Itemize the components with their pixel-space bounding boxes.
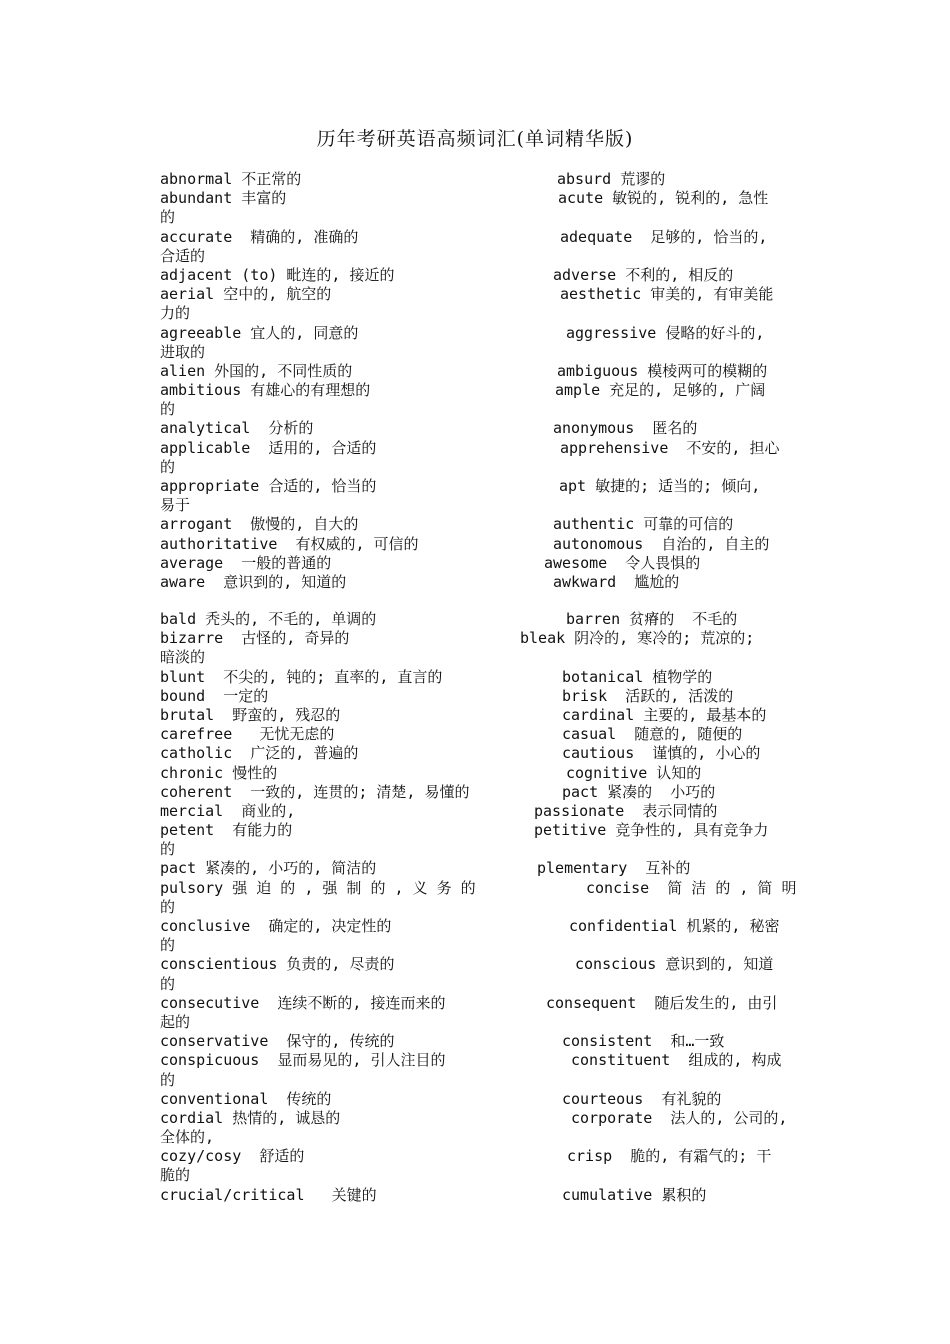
- vocab-line: [160, 994, 820, 1013]
- vocab-line: [160, 1032, 820, 1051]
- vocab-entry-left: pulsory 强 迫 的 , 强 制 的 , 义 务 的: [160, 878, 476, 897]
- vocab-entry-left: bound 一定的: [160, 686, 269, 705]
- vocab-line: [160, 783, 820, 802]
- vocab-line: [160, 764, 820, 783]
- vocab-entry-right: corporate 法人的, 公司的,: [571, 1108, 788, 1127]
- vocab-line: [160, 1013, 820, 1032]
- vocab-line: [160, 706, 820, 725]
- vocab-entry-left: 的: [160, 400, 176, 419]
- vocab-line: [160, 898, 820, 917]
- vocab-line: [160, 304, 820, 323]
- vocab-entry-right: consequent 随后发生的, 由引: [546, 993, 778, 1012]
- vocab-line: [160, 535, 820, 554]
- vocab-entry-left: agreeable 宜人的, 同意的: [160, 323, 359, 342]
- vocab-line: [160, 879, 820, 898]
- vocab-section-b: [160, 610, 820, 1205]
- vocab-entry-left: arrogant 傲慢的, 自大的: [160, 515, 359, 534]
- vocab-line: [160, 554, 820, 573]
- vocab-entry-right: apt 敏捷的; 适当的; 倾向,: [559, 477, 761, 495]
- vocab-entry-left: 的: [160, 208, 176, 227]
- vocab-entry-right: adverse 不利的, 相反的: [553, 265, 734, 284]
- vocab-entry-right: ambiguous 模棱两可的模糊的: [557, 361, 768, 380]
- vocab-entry-left: analytical 分析的: [160, 419, 314, 438]
- vocab-line: [160, 725, 820, 744]
- vocab-line: [160, 515, 820, 534]
- vocab-entry-left: bizarre 古怪的, 奇异的: [160, 629, 350, 648]
- vocab-line: [160, 610, 820, 629]
- vocab-line: [160, 324, 820, 343]
- vocab-entry-right: concise 简 洁 的 , 简 明: [586, 878, 797, 897]
- vocab-entry-right: awkward 尴尬的: [553, 572, 680, 591]
- vocab-entry-right: passionate 表示同情的: [534, 801, 718, 820]
- vocab-line: [160, 917, 820, 936]
- vocab-entry-left: cozy/cosy 舒适的: [160, 1147, 305, 1166]
- vocab-entry-right: acute 敏锐的, 锐利的, 急性: [558, 189, 769, 208]
- vocab-entry-left: mercial 商业的,: [160, 801, 296, 820]
- vocab-entry-left: brutal 野蛮的, 残忍的: [160, 705, 341, 724]
- vocab-entry-right: authentic 可靠的可信的: [553, 515, 734, 534]
- vocab-entry-left: conclusive 确定的, 决定性的: [160, 917, 392, 935]
- vocab-entry-left: conventional 传统的: [160, 1089, 332, 1108]
- vocab-entry-right: constituent 组成的, 构成: [571, 1051, 782, 1070]
- vocab-entry-right: courteous 有礼貌的: [562, 1089, 722, 1108]
- vocab-entry-right: aggressive 侵略的好斗的,: [566, 323, 765, 342]
- vocab-line: [160, 1071, 820, 1090]
- vocab-entry-right: conscious 意识到的, 知道: [575, 955, 774, 974]
- vocab-line: [160, 802, 820, 821]
- vocab-entry-right: cumulative 累积的: [562, 1185, 707, 1204]
- vocab-line: [160, 439, 820, 458]
- vocab-line: [160, 247, 820, 266]
- vocab-line: [160, 266, 820, 285]
- vocab-entry-left: applicable 适用的, 合适的: [160, 438, 377, 457]
- vocab-entry-left: aerial 空中的, 航空的: [160, 285, 332, 304]
- vocab-entry-left: chronic 慢性的: [160, 763, 278, 782]
- vocab-line: [160, 477, 820, 496]
- vocab-line: [160, 840, 820, 859]
- vocab-line: [160, 496, 820, 515]
- vocab-entry-left: 的: [160, 840, 176, 859]
- vocab-line: [160, 1090, 820, 1109]
- vocab-line: [160, 573, 820, 592]
- vocab-entry-left: crucial/critical 关键的: [160, 1185, 377, 1204]
- vocab-line: [160, 1166, 820, 1185]
- vocab-line: [160, 1186, 820, 1205]
- vocab-entry-left: consecutive 连续不断的, 接连而来的: [160, 993, 446, 1012]
- vocab-entry-left: 脆的: [160, 1166, 191, 1185]
- vocab-entry-left: 力的: [160, 304, 191, 323]
- page-title: 历年考研英语高频词汇(单词精华版): [316, 128, 634, 150]
- vocab-entry-left: appropriate 合适的, 恰当的: [160, 477, 377, 495]
- vocab-entry-right: casual 随意的, 随便的: [562, 725, 743, 744]
- vocab-entry-right: plementary 互补的: [537, 859, 691, 878]
- vocab-line: [160, 400, 820, 419]
- vocab-line: [160, 208, 820, 227]
- vocab-line: [160, 419, 820, 438]
- vocab-entry-right: petitive 竞争性的, 具有竞争力: [534, 821, 769, 840]
- vocab-entry-left: conscientious 负责的, 尽责的: [160, 955, 395, 974]
- vocab-line: [160, 228, 820, 247]
- vocab-entry-right: brisk 活跃的, 活泼的: [562, 686, 734, 705]
- vocab-entry-left: 起的: [160, 1012, 191, 1031]
- vocab-line: [160, 285, 820, 304]
- vocab-entry-left: 全体的,: [160, 1128, 215, 1147]
- vocab-entry-right: aesthetic 审美的, 有审美能: [560, 285, 774, 304]
- vocab-line: [160, 1147, 820, 1166]
- vocab-entry-left: accurate 精确的, 准确的: [160, 227, 359, 246]
- vocab-line: [160, 859, 820, 878]
- vocab-entry-left: bald 秃头的, 不毛的, 单调的: [160, 610, 377, 628]
- vocab-entry-left: authoritative 有权威的, 可信的: [160, 534, 419, 553]
- vocab-entry-right: pact 紧凑的 小巧的: [562, 782, 716, 801]
- vocab-line: [160, 343, 820, 362]
- vocab-entry-left: blunt 不尖的, 钝的; 直率的, 直言的: [160, 667, 443, 686]
- vocab-line: [160, 458, 820, 477]
- vocab-line: [160, 668, 820, 687]
- vocab-entry-left: adjacent (to) 毗连的, 接近的: [160, 265, 395, 284]
- vocab-entry-left: coherent 一致的, 连贯的; 清楚, 易懂的: [160, 782, 470, 801]
- vocab-entry-right: adequate 足够的, 恰当的,: [560, 227, 768, 246]
- vocab-entry-left: conservative 保守的, 传统的: [160, 1032, 395, 1051]
- vocab-entry-left: abnormal 不正常的: [160, 170, 302, 188]
- vocab-entry-right: ample 充足的, 足够的, 广阔: [555, 381, 766, 400]
- vocab-entry-left: 的: [160, 936, 176, 955]
- vocab-line: [160, 1051, 820, 1070]
- vocab-entry-left: catholic 广泛的, 普遍的: [160, 744, 359, 763]
- vocab-section-a: [160, 170, 820, 592]
- vocab-line: [160, 629, 820, 648]
- vocab-line: [160, 687, 820, 706]
- vocab-line: [160, 975, 820, 994]
- vocab-entry-right: botanical 植物学的: [562, 667, 713, 686]
- vocab-entry-left: conspicuous 显而易见的, 引人注目的: [160, 1051, 446, 1070]
- vocab-entry-right: apprehensive 不安的, 担心: [560, 438, 780, 457]
- vocab-line: [160, 936, 820, 955]
- vocab-entry-right: bleak 阴冷的, 寒冷的; 荒凉的;: [520, 629, 755, 648]
- vocab-line: [160, 170, 820, 189]
- vocab-line: [160, 381, 820, 400]
- vocab-entry-right: awesome 令人畏惧的: [544, 553, 701, 572]
- vocab-entry-right: crisp 脆的, 有霜气的; 干: [567, 1147, 772, 1166]
- vocab-entry-left: 暗淡的: [160, 648, 206, 667]
- vocab-line: [160, 648, 820, 667]
- vocab-entry-left: ambitious 有雄心的有理想的: [160, 381, 371, 400]
- vocab-line: [160, 744, 820, 763]
- vocab-entry-left: alien 外国的, 不同性质的: [160, 361, 353, 380]
- vocab-entry-left: average 一般的普通的: [160, 553, 332, 572]
- vocab-entry-right: cognitive 认知的: [566, 763, 702, 782]
- vocab-line: [160, 1109, 820, 1128]
- vocab-entry-right: cautious 谨慎的, 小心的: [562, 744, 761, 763]
- vocab-entry-left: petent 有能力的: [160, 821, 293, 840]
- vocab-entry-left: 的: [160, 974, 176, 993]
- vocab-entry-left: carefree 无忧无虑的: [160, 725, 335, 744]
- vocab-entry-left: 进取的: [160, 342, 206, 361]
- vocab-entry-left: abundant 丰富的: [160, 189, 287, 208]
- vocab-line: [160, 1128, 820, 1147]
- vocab-line: [160, 189, 820, 208]
- vocab-entry-left: 易于: [160, 496, 191, 515]
- vocab-entry-left: aware 意识到的, 知道的: [160, 572, 347, 591]
- vocab-entry-right: autonomous 自治的, 自主的: [553, 534, 770, 553]
- vocab-line: [160, 821, 820, 840]
- vocab-entry-right: barren 贫瘠的 不毛的: [566, 610, 738, 628]
- vocab-entry-left: 的: [160, 457, 176, 476]
- vocab-entry-left: pact 紧凑的, 小巧的, 简洁的: [160, 859, 377, 878]
- vocab-entry-right: cardinal 主要的, 最基本的: [562, 705, 767, 724]
- vocab-entry-left: cordial 热情的, 诚恳的: [160, 1108, 341, 1127]
- vocab-line: [160, 362, 820, 381]
- vocab-entry-right: anonymous 匿名的: [553, 419, 698, 438]
- vocab-entry-right: absurd 荒谬的: [557, 170, 666, 188]
- vocab-entry-left: 的: [160, 897, 176, 916]
- vocab-entry-right: confidential 机紧的, 秘密: [569, 917, 780, 935]
- vocab-entry-right: consistent 和…一致: [562, 1032, 725, 1051]
- vocab-entry-left: 合适的: [160, 246, 206, 265]
- vocab-entry-left: 的: [160, 1070, 176, 1089]
- vocab-line: [160, 955, 820, 974]
